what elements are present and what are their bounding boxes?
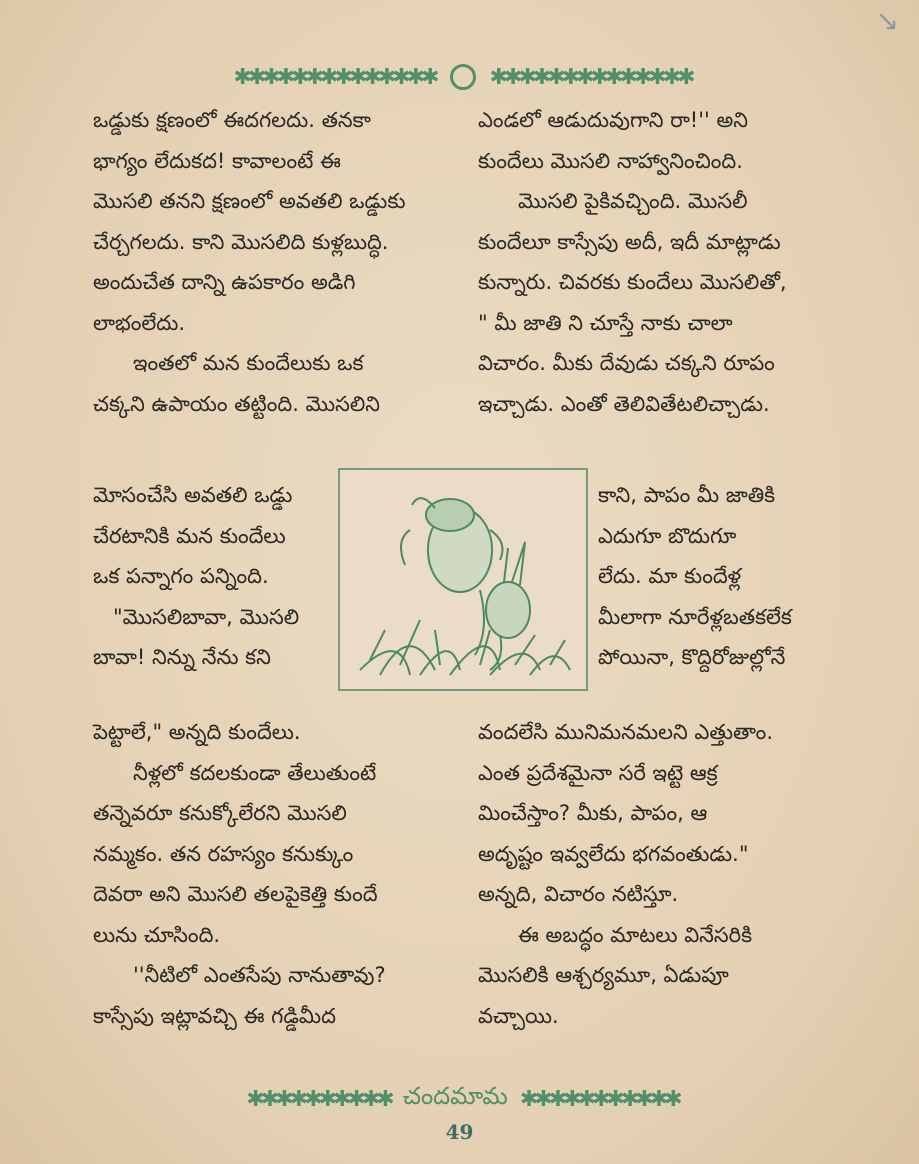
text-line: ఈ అబద్ధం మాటలు వినేసరికి (518, 922, 753, 947)
text-line: మీలాగా నూరేళ్లబతకలేక (598, 604, 792, 629)
text-line: నమ్మకం. తన రహస్యం కనుక్కుం (93, 841, 354, 866)
bottom-border-right-ornament: ✱✱✱✱✱✱✱✱✱✱✱ (519, 1086, 679, 1112)
center-circle-icon (450, 64, 476, 90)
left-wrap-text (93, 475, 333, 678)
text-line: భాగ్యం లేదుకద! కావాలంటే ఈ (93, 148, 341, 173)
text-line: లేదు. మా కుందేళ్ల (598, 564, 742, 588)
text-line: నీళ్లలో కదలకుండా తేలుతుంటే (133, 760, 377, 785)
text-line: దెవరా అని మొసలి తలపైకెత్తి కుందే (93, 882, 378, 906)
text-line: ''నీటిలో ఎంతసేపు నానుతావు? (133, 963, 386, 987)
text-line: అదృష్టం ఇవ్వలేదు భగవంతుడు." (478, 841, 749, 866)
text-line: చక్కని ఉపాయం తట్టింది. మొసలిని (93, 391, 380, 416)
text-line: " మీ జాతి ని చూస్తే నాకు చాలా (478, 310, 733, 335)
text-line: లాభంలేదు. (93, 310, 186, 335)
left-column-top-text (93, 100, 465, 424)
text-line: ఎంత ప్రదేశమైనా సరే ఇట్టె ఆక్ర (478, 760, 718, 785)
text-line: మొసలి పైకివచ్చింది. మొసలీ (518, 189, 748, 213)
text-line: ఒక పన్నాగం పన్నింది. (93, 564, 269, 588)
text-line: కుందేలు మొసలి నాహ్వానించింది. (478, 148, 743, 173)
text-line: చేర్చగలదు. కాని మొసలిది కుళ్లబుద్ధి. (93, 229, 389, 254)
text-line: చేరటానికి మన కుందేలు (93, 523, 286, 548)
text-line: పోయినా, కొద్దిరోజుల్లోనే (598, 645, 786, 669)
right-column-bottom-text (478, 712, 860, 1036)
text-line: అందుచేత దాన్ని ఉపకారం అడిగి (93, 270, 356, 294)
bottom-border-left-ornament: ✱✱✱✱✱✱✱✱✱✱ (246, 1086, 391, 1112)
top-border-right-ornament: ✱✱✱✱✱✱✱✱✱✱✱✱✱✱ (489, 64, 692, 90)
top-border-left-ornament: ✱✱✱✱✱✱✱✱✱✱✱✱✱✱ (233, 64, 436, 90)
text-line: ఇచ్చాడు. ఎంతో తెలివితేటలిచ్చాడు. (478, 391, 770, 416)
text-line: ఎండలో ఆడుదువుగాని రా!'' అని (478, 108, 748, 132)
page-number: 49 (445, 1120, 474, 1144)
text-line: కాస్సేపు ఇట్లావచ్చి ఈ గడ్డిమీద (93, 1003, 336, 1028)
text-line: తన్నెవరూ కనుక్కోలేరని మొసలి (93, 801, 347, 825)
bottom-decorative-border (85, 1082, 840, 1116)
text-line: వచ్చాయి. (478, 1003, 559, 1028)
text-line: బావా! నిన్ను నేను కని (93, 645, 271, 669)
text-line: అన్నది, విచారం నటిస్తూ. (478, 882, 679, 906)
text-line: మొసలికి ఆశ్చర్యమూ, ఏడుపూ (478, 963, 729, 987)
text-line: ఒడ్డుకు క్షణంలో ఈదగలదు. తనకా (93, 108, 371, 132)
text-line: మోసంచేసి అవతలి ఒడ్డు (93, 483, 293, 507)
text-line: కుందేలూ కాస్సేపు అదీ, ఇదీ మాట్లాడు (478, 229, 781, 254)
left-column-bottom-text (93, 712, 465, 1036)
text-line: కాని, పాపం మీ జాతికి (598, 483, 776, 507)
text-line: లును చూసింది. (93, 922, 221, 947)
right-wrap-text (598, 475, 860, 678)
right-column-top-text (478, 100, 860, 424)
text-line: మించేస్తాం? మీకు, పాపం, ఆ (478, 801, 708, 825)
text-line: మొసలి తనని క్షణంలో అవతలి ఒడ్డుకు (93, 189, 406, 213)
text-line: వందలేసి మునిమనమలని ఎత్తుతాం. (478, 720, 773, 744)
text-line: పెట్టాలే," అన్నది కుందేలు. (93, 720, 301, 744)
text-line: "మొసలిబావా, మొసలి (113, 604, 300, 629)
magazine-title: చందమామ (402, 1082, 508, 1110)
text-line: కున్నారు. చివరకు కుందేలు మొసలితో, (478, 270, 787, 294)
text-line: ఎదుగూ బొదుగూ (598, 523, 737, 548)
text-line: విచారం. మీకు దేవుడు చక్కని రూపం (478, 351, 775, 375)
rabbit-icon (340, 470, 586, 689)
rabbit-crocodile-illustration (338, 468, 588, 691)
pencil-mark-icon: ↘ (875, 4, 899, 37)
text-line: ఇంతలో మన కుందేలుకు ఒక (133, 351, 364, 375)
top-decorative-border (85, 60, 840, 94)
